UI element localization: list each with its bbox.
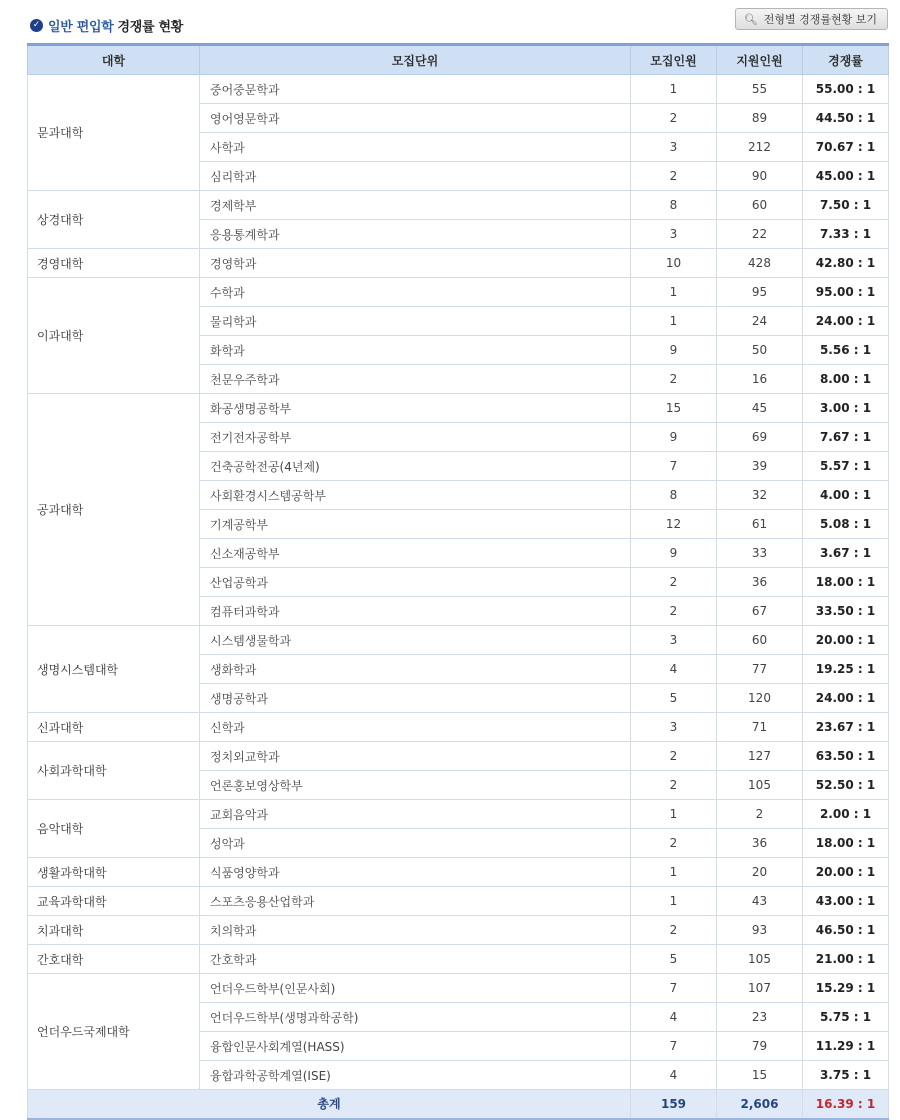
rate-cell: 4.00 : 1 — [803, 481, 889, 510]
applicants-cell: 428 — [717, 249, 803, 278]
rate-cell: 5.56 : 1 — [803, 336, 889, 365]
college-cell: 사회과학대학 — [28, 742, 200, 800]
quota-cell: 2 — [631, 829, 717, 858]
view-by-type-button-label: 전형별 경쟁률현황 보기 — [763, 13, 877, 26]
table-header-row — [28, 45, 889, 75]
applicants-cell: 32 — [717, 481, 803, 510]
column-header-quota: 모집인원 — [631, 45, 717, 75]
rate-cell: 19.25 : 1 — [803, 655, 889, 684]
applicants-cell: 79 — [717, 1032, 803, 1061]
section-title — [30, 16, 183, 35]
rate-cell: 46.50 : 1 — [803, 916, 889, 945]
column-header-rate: 경쟁률 — [803, 45, 889, 75]
total-row — [28, 1090, 889, 1119]
quota-cell: 2 — [631, 568, 717, 597]
college-cell: 언더우드국제대학 — [28, 974, 200, 1090]
college-cell: 교육과학대학 — [28, 887, 200, 916]
quota-cell: 2 — [631, 104, 717, 133]
quota-cell: 7 — [631, 1032, 717, 1061]
applicants-cell: 105 — [717, 771, 803, 800]
dept-cell: 식품영양학과 — [200, 858, 631, 887]
applicants-cell: 120 — [717, 684, 803, 713]
table-row — [28, 887, 889, 916]
rate-cell: 20.00 : 1 — [803, 858, 889, 887]
dept-cell: 신소재공학부 — [200, 539, 631, 568]
dept-cell: 스포츠응용산업학과 — [200, 887, 631, 916]
dept-cell: 융합과학공학계열(ISE) — [200, 1061, 631, 1090]
applicants-cell: 60 — [717, 191, 803, 220]
applicants-cell: 20 — [717, 858, 803, 887]
dept-cell: 건축공학전공(4년제) — [200, 452, 631, 481]
quota-cell: 5 — [631, 684, 717, 713]
quota-cell: 8 — [631, 191, 717, 220]
table-row — [28, 800, 889, 829]
quota-cell: 1 — [631, 800, 717, 829]
rate-cell: 5.75 : 1 — [803, 1003, 889, 1032]
applicants-cell: 36 — [717, 568, 803, 597]
rate-cell: 44.50 : 1 — [803, 104, 889, 133]
rate-cell: 18.00 : 1 — [803, 568, 889, 597]
rate-cell: 24.00 : 1 — [803, 307, 889, 336]
total-rate: 16.39 : 1 — [803, 1090, 889, 1119]
rate-cell: 95.00 : 1 — [803, 278, 889, 307]
applicants-cell: 69 — [717, 423, 803, 452]
dept-cell: 영어영문학과 — [200, 104, 631, 133]
rate-cell: 7.33 : 1 — [803, 220, 889, 249]
dept-cell: 사회환경시스템공학부 — [200, 481, 631, 510]
rate-cell: 5.57 : 1 — [803, 452, 889, 481]
dept-cell: 교회음악과 — [200, 800, 631, 829]
quota-cell: 7 — [631, 974, 717, 1003]
quota-cell: 10 — [631, 249, 717, 278]
dept-cell: 전기전자공학부 — [200, 423, 631, 452]
college-cell: 공과대학 — [28, 394, 200, 626]
dept-cell: 사학과 — [200, 133, 631, 162]
table-row — [28, 945, 889, 974]
table-row — [28, 858, 889, 887]
quota-cell: 2 — [631, 162, 717, 191]
table-row — [28, 394, 889, 423]
rate-cell: 21.00 : 1 — [803, 945, 889, 974]
competition-rate-table — [27, 43, 889, 1120]
rate-cell: 52.50 : 1 — [803, 771, 889, 800]
rate-cell: 11.29 : 1 — [803, 1032, 889, 1061]
dept-cell: 언더우드학부(인문사회) — [200, 974, 631, 1003]
quota-cell: 2 — [631, 916, 717, 945]
total-applicants: 2,606 — [717, 1090, 803, 1119]
college-cell: 상경대학 — [28, 191, 200, 249]
rate-cell: 45.00 : 1 — [803, 162, 889, 191]
applicants-cell: 22 — [717, 220, 803, 249]
applicants-cell: 36 — [717, 829, 803, 858]
title-main: 경쟁률 현황 — [117, 20, 184, 35]
applicants-cell: 2 — [717, 800, 803, 829]
table-row — [28, 278, 889, 307]
rate-cell: 63.50 : 1 — [803, 742, 889, 771]
applicants-cell: 107 — [717, 974, 803, 1003]
column-header-applicants: 지원인원 — [717, 45, 803, 75]
total-quota: 159 — [631, 1090, 717, 1119]
dept-cell: 신학과 — [200, 713, 631, 742]
dept-cell: 천문우주학과 — [200, 365, 631, 394]
college-cell: 치과대학 — [28, 916, 200, 945]
rate-cell: 55.00 : 1 — [803, 75, 889, 104]
table-row — [28, 191, 889, 220]
quota-cell: 9 — [631, 423, 717, 452]
check-circle-icon: ✓ — [30, 19, 43, 32]
rate-cell: 20.00 : 1 — [803, 626, 889, 655]
search-icon: 🔍︎ — [743, 12, 758, 26]
table-row — [28, 974, 889, 1003]
college-cell: 문과대학 — [28, 75, 200, 191]
quota-cell: 1 — [631, 307, 717, 336]
applicants-cell: 50 — [717, 336, 803, 365]
quota-cell: 2 — [631, 742, 717, 771]
quota-cell: 3 — [631, 626, 717, 655]
quota-cell: 12 — [631, 510, 717, 539]
college-cell: 신과대학 — [28, 713, 200, 742]
dept-cell: 생명공학과 — [200, 684, 631, 713]
table-row — [28, 713, 889, 742]
table-row — [28, 75, 889, 104]
dept-cell: 화학과 — [200, 336, 631, 365]
rate-cell: 7.67 : 1 — [803, 423, 889, 452]
applicants-cell: 90 — [717, 162, 803, 191]
rate-cell: 7.50 : 1 — [803, 191, 889, 220]
quota-cell: 9 — [631, 336, 717, 365]
rate-cell: 3.75 : 1 — [803, 1061, 889, 1090]
applicants-cell: 105 — [717, 945, 803, 974]
dept-cell: 생화학과 — [200, 655, 631, 684]
rate-cell: 42.80 : 1 — [803, 249, 889, 278]
total-label: 총계 — [28, 1090, 631, 1119]
applicants-cell: 89 — [717, 104, 803, 133]
dept-cell: 시스템생물학과 — [200, 626, 631, 655]
applicants-cell: 67 — [717, 597, 803, 626]
rate-cell: 5.08 : 1 — [803, 510, 889, 539]
quota-cell: 7 — [631, 452, 717, 481]
quota-cell: 8 — [631, 481, 717, 510]
dept-cell: 치의학과 — [200, 916, 631, 945]
quota-cell: 3 — [631, 133, 717, 162]
dept-cell: 물리학과 — [200, 307, 631, 336]
applicants-cell: 71 — [717, 713, 803, 742]
table-body — [28, 75, 889, 1090]
dept-cell: 기계공학부 — [200, 510, 631, 539]
view-by-type-button[interactable] — [735, 8, 888, 30]
title-accent: 일반 편입학 — [48, 20, 114, 35]
dept-cell: 경제학부 — [200, 191, 631, 220]
column-header-college: 대학 — [28, 45, 200, 75]
rate-cell: 70.67 : 1 — [803, 133, 889, 162]
table-row — [28, 249, 889, 278]
rate-cell: 2.00 : 1 — [803, 800, 889, 829]
applicants-cell: 24 — [717, 307, 803, 336]
rate-cell: 15.29 : 1 — [803, 974, 889, 1003]
quota-cell: 1 — [631, 887, 717, 916]
dept-cell: 언론홍보영상학부 — [200, 771, 631, 800]
table-row — [28, 626, 889, 655]
applicants-cell: 33 — [717, 539, 803, 568]
quota-cell: 4 — [631, 655, 717, 684]
dept-cell: 성악과 — [200, 829, 631, 858]
rate-cell: 24.00 : 1 — [803, 684, 889, 713]
dept-cell: 언더우드학부(생명과학공학) — [200, 1003, 631, 1032]
dept-cell: 중어중문학과 — [200, 75, 631, 104]
applicants-cell: 93 — [717, 916, 803, 945]
rate-cell: 3.00 : 1 — [803, 394, 889, 423]
dept-cell: 융합인문사회계열(HASS) — [200, 1032, 631, 1061]
rate-cell: 43.00 : 1 — [803, 887, 889, 916]
quota-cell: 2 — [631, 365, 717, 394]
column-header-unit: 모집단위 — [200, 45, 631, 75]
dept-cell: 간호학과 — [200, 945, 631, 974]
applicants-cell: 61 — [717, 510, 803, 539]
table-row — [28, 916, 889, 945]
quota-cell: 15 — [631, 394, 717, 423]
quota-cell: 4 — [631, 1003, 717, 1032]
college-cell: 음악대학 — [28, 800, 200, 858]
applicants-cell: 55 — [717, 75, 803, 104]
quota-cell: 3 — [631, 713, 717, 742]
quota-cell: 2 — [631, 597, 717, 626]
applicants-cell: 45 — [717, 394, 803, 423]
rate-cell: 23.67 : 1 — [803, 713, 889, 742]
applicants-cell: 43 — [717, 887, 803, 916]
rate-cell: 8.00 : 1 — [803, 365, 889, 394]
dept-cell: 응용통계학과 — [200, 220, 631, 249]
quota-cell: 9 — [631, 539, 717, 568]
applicants-cell: 39 — [717, 452, 803, 481]
rate-cell: 33.50 : 1 — [803, 597, 889, 626]
table-row — [28, 742, 889, 771]
applicants-cell: 77 — [717, 655, 803, 684]
quota-cell: 3 — [631, 220, 717, 249]
dept-cell: 화공생명공학부 — [200, 394, 631, 423]
quota-cell: 1 — [631, 278, 717, 307]
applicants-cell: 212 — [717, 133, 803, 162]
dept-cell: 심리학과 — [200, 162, 631, 191]
college-cell: 간호대학 — [28, 945, 200, 974]
college-cell: 경영대학 — [28, 249, 200, 278]
college-cell: 생활과학대학 — [28, 858, 200, 887]
rate-cell: 3.67 : 1 — [803, 539, 889, 568]
college-cell: 이과대학 — [28, 278, 200, 394]
applicants-cell: 16 — [717, 365, 803, 394]
dept-cell: 컴퓨터과학과 — [200, 597, 631, 626]
dept-cell: 정치외교학과 — [200, 742, 631, 771]
dept-cell: 경영학과 — [200, 249, 631, 278]
applicants-cell: 15 — [717, 1061, 803, 1090]
applicants-cell: 95 — [717, 278, 803, 307]
page-header — [30, 6, 888, 40]
quota-cell: 4 — [631, 1061, 717, 1090]
applicants-cell: 127 — [717, 742, 803, 771]
college-cell: 생명시스템대학 — [28, 626, 200, 713]
rate-cell: 18.00 : 1 — [803, 829, 889, 858]
dept-cell: 산업공학과 — [200, 568, 631, 597]
dept-cell: 수학과 — [200, 278, 631, 307]
quota-cell: 1 — [631, 858, 717, 887]
quota-cell: 5 — [631, 945, 717, 974]
quota-cell: 1 — [631, 75, 717, 104]
applicants-cell: 23 — [717, 1003, 803, 1032]
quota-cell: 2 — [631, 771, 717, 800]
applicants-cell: 60 — [717, 626, 803, 655]
